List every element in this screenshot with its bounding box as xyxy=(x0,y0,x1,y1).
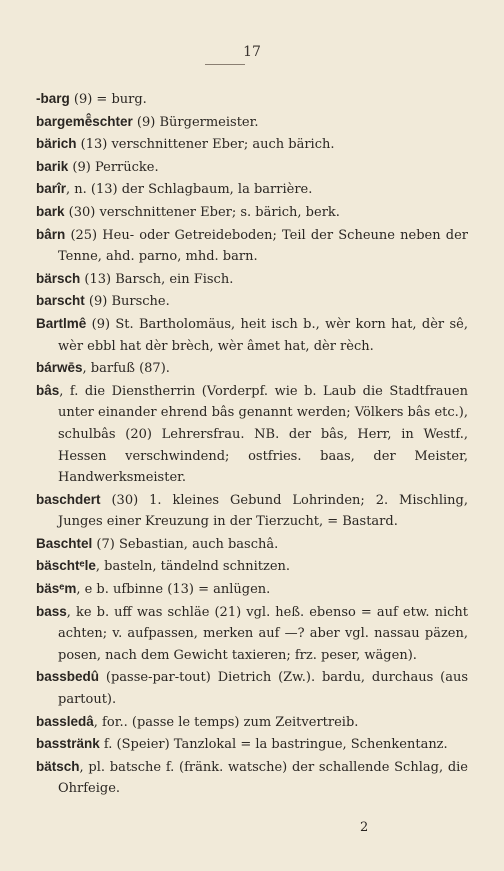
dictionary-entry xyxy=(36,555,468,578)
dictionary-entry xyxy=(36,88,468,111)
dictionary-entry xyxy=(36,666,468,710)
entry-headword: bassledâ xyxy=(36,713,94,729)
entry-definition: (13) verschnittener Eber; auch bärich. xyxy=(76,137,335,153)
entry-headword: -barg xyxy=(36,91,70,106)
dictionary-entry xyxy=(36,380,468,489)
entry-headword: barik xyxy=(36,158,69,174)
entry-headword: bârn xyxy=(36,226,66,242)
dictionary-entry xyxy=(36,201,468,224)
dictionary-entry xyxy=(36,756,468,800)
entry-headword: bark xyxy=(36,203,65,219)
dictionary-entry xyxy=(36,313,468,357)
dictionary-entry xyxy=(36,489,468,533)
entry-definition: , f. die Dienstherrin (Vorderpf. wie b. Laub die Stadtfrauen unter einander ehrend bâs genannt werden; Völkers bâs etc.), schulbâs (20) Lehrersfrau. NB. der bâs, Herr, in Westf., Hessen verschwindend; ostfries. baas, der Meister, Handwerksmeister. xyxy=(58,383,468,486)
entry-headword: bätsch xyxy=(36,758,80,774)
entry-headword: bärich xyxy=(36,136,77,152)
entry-definition: , barfuß (87). xyxy=(82,361,170,377)
entry-definition: , n. (13) der Schlagbaum, la barrière. xyxy=(66,182,313,198)
entry-definition: (9) Bürgermeister. xyxy=(132,114,259,130)
entry-headword: bäschtᵉle xyxy=(36,558,96,574)
entry-definition: (30) verschnittener Eber; s. bärich, berk. xyxy=(64,204,340,220)
dictionary-entry xyxy=(36,357,468,380)
entry-definition: (9) St. Bartholomäus, heit isch b., wèr korn hat, dèr sê, wèr ebbl hat dèr brèch, wèr âmet hat, dèr rèch. xyxy=(58,316,468,354)
dictionary-entry xyxy=(36,711,468,734)
entry-list xyxy=(36,88,468,800)
entry-definition: (9) Bursche. xyxy=(84,294,170,310)
entry-definition: (30) 1. kleines Gebund Lohrinden; 2. Mischling, Junges einer Kreuzung in der Tierzucht, = Bastard. xyxy=(58,492,468,530)
entry-definition: , basteln, tändelnd schnitzen. xyxy=(95,559,291,575)
dictionary-entry xyxy=(36,578,468,601)
signature-mark: 2 xyxy=(360,820,369,835)
entry-headword: bassbedû xyxy=(36,669,100,685)
entry-definition: f. (Speier) Tanzlokal = la bastringue, Schenkentanz. xyxy=(99,737,448,753)
page-number: 17 xyxy=(243,44,261,60)
entry-definition: (13) Barsch, ein Fisch. xyxy=(80,271,234,287)
page-number-rule xyxy=(205,64,245,65)
dictionary-entry xyxy=(36,178,468,201)
entry-headword: bärsch xyxy=(36,270,81,286)
dictionary-entry xyxy=(36,601,468,667)
entry-headword: baschdert xyxy=(36,491,101,507)
dictionary-entry xyxy=(36,268,468,291)
entry-definition: (9) Perrücke. xyxy=(68,159,159,175)
entry-definition: (25) Heu- oder Getreideboden; Teil der Scheune neben der Tenne, ahd. parno, mhd. barn. xyxy=(58,227,468,265)
entry-definition: (passe-par-tout) Dietrich (Zw.). bardu, durchaus (aus partout). xyxy=(58,670,468,708)
entry-headword: barscht xyxy=(36,293,85,309)
entry-definition: , pl. batsche f. (fränk. watsche) der schallende Schlag, die Ohrfeige. xyxy=(58,759,468,797)
entry-headword: basstränk xyxy=(36,736,100,752)
entry-definition: , ke b. uff was schläe (21) vgl. heß. ebenso = auf etw. nicht achten; v. aufpassen, merken auf —? aber vgl. nassau päzen, posen, nach dem Gewicht taxieren; frz. peser, wägen). xyxy=(58,604,468,663)
dictionary-entry xyxy=(36,224,468,268)
entry-headword: Bartlmê xyxy=(36,315,87,331)
entry-definition: (7) Sebastian, auch baschâ. xyxy=(92,536,279,552)
entry-headword: bargemē̂schter xyxy=(36,113,133,129)
entry-headword: bäsᵉm xyxy=(36,581,77,597)
entry-headword: Baschtel xyxy=(36,535,93,551)
entry-headword: bárwēs xyxy=(36,360,83,376)
entry-definition: (9) = burg. xyxy=(69,92,147,107)
dictionary-entry xyxy=(36,533,468,556)
entry-definition: , e b. ufbinne (13) = anlügen. xyxy=(76,582,271,598)
dictionary-entry xyxy=(36,156,468,179)
entry-definition: , for.. (passe le temps) zum Zeitvertreib. xyxy=(93,714,359,730)
dictionary-entry xyxy=(36,733,468,756)
entry-headword: barîr xyxy=(36,181,67,197)
entry-headword: bâs xyxy=(36,382,60,398)
dictionary-entry xyxy=(36,133,468,156)
entry-headword: bass xyxy=(36,603,67,619)
dictionary-entry xyxy=(36,290,468,313)
dictionary-entry xyxy=(36,111,468,134)
